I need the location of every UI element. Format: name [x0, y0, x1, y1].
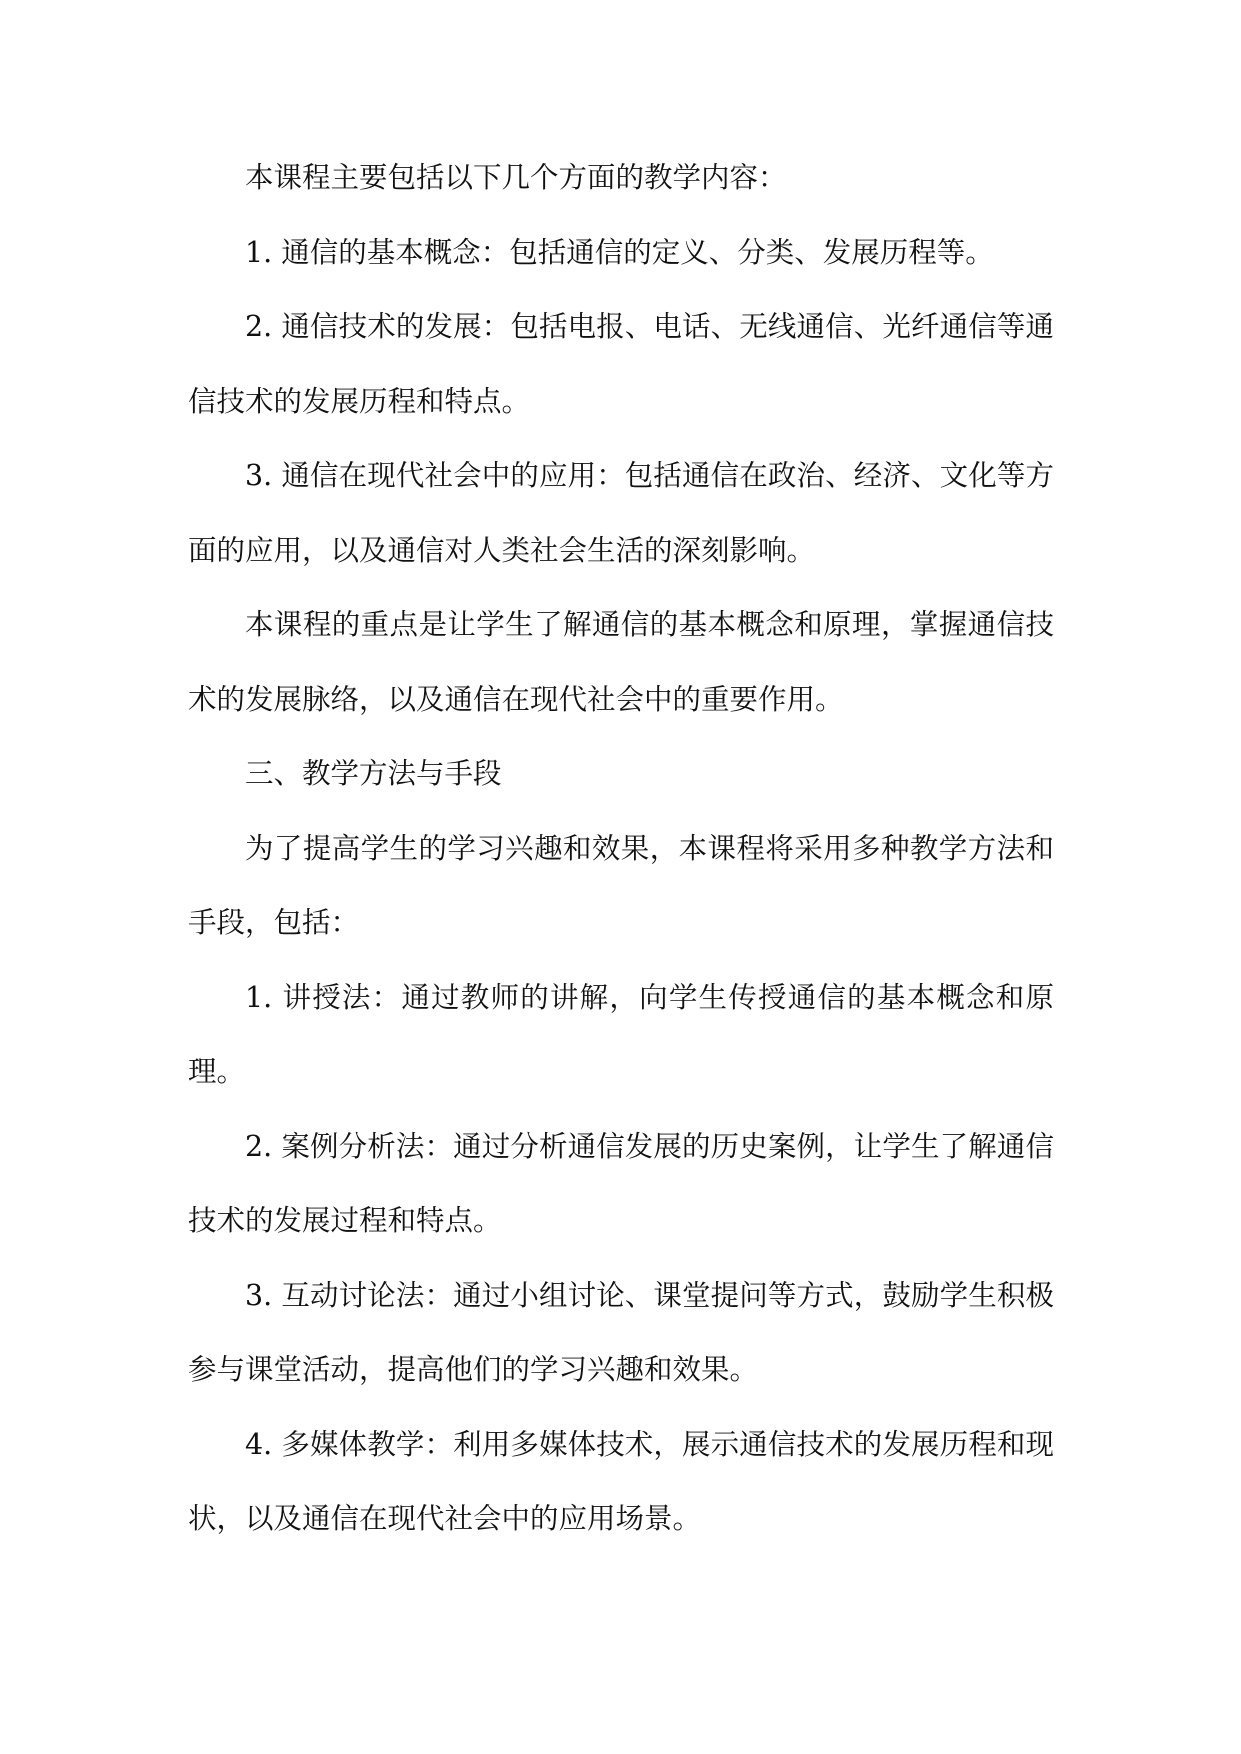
- list-item-technology-development: 2. 通信技术的发展：包括电报、电话、无线通信、光纤通信等通信技术的发展历程和特点。: [188, 310, 1054, 418]
- paragraph-intro: 本课程主要包括以下几个方面的教学内容：: [245, 161, 787, 194]
- section-heading-methods: 三、教学方法与手段: [245, 757, 502, 790]
- list-item-modern-applications: 3. 通信在现代社会中的应用：包括通信在政治、经济、文化等方面的应用，以及通信对人类社会生活的深刻影响。: [188, 459, 1054, 567]
- document-body: [188, 141, 1054, 1557]
- list-item-interactive-discussion: 3. 互动讨论法：通过小组讨论、课堂提问等方式，鼓励学生积极参与课堂活动，提高他们的学习兴趣和效果。: [188, 1278, 1054, 1386]
- list-item-case-analysis: 2. 案例分析法：通过分析通信发展的历史案例，让学生了解通信技术的发展过程和特点。: [188, 1129, 1054, 1237]
- list-item-lecture-method: 1. 讲授法：通过教师的讲解，向学生传授通信的基本概念和原理。: [188, 980, 1054, 1088]
- list-item-basic-concepts: 1. 通信的基本概念：包括通信的定义、分类、发展历程等。: [245, 235, 994, 269]
- list-item-multimedia-teaching: 4. 多媒体教学：利用多媒体技术，展示通信技术的发展历程和现状，以及通信在现代社会中的应用场景。: [188, 1427, 1054, 1535]
- paragraph-course-focus: 本课程的重点是让学生了解通信的基本概念和原理，掌握通信技术的发展脉络，以及通信在现代社会中的重要作用。: [188, 608, 1054, 716]
- paragraph-methods-intro: 为了提高学生的学习兴趣和效果，本课程将采用多种教学方法和手段，包括：: [188, 831, 1054, 939]
